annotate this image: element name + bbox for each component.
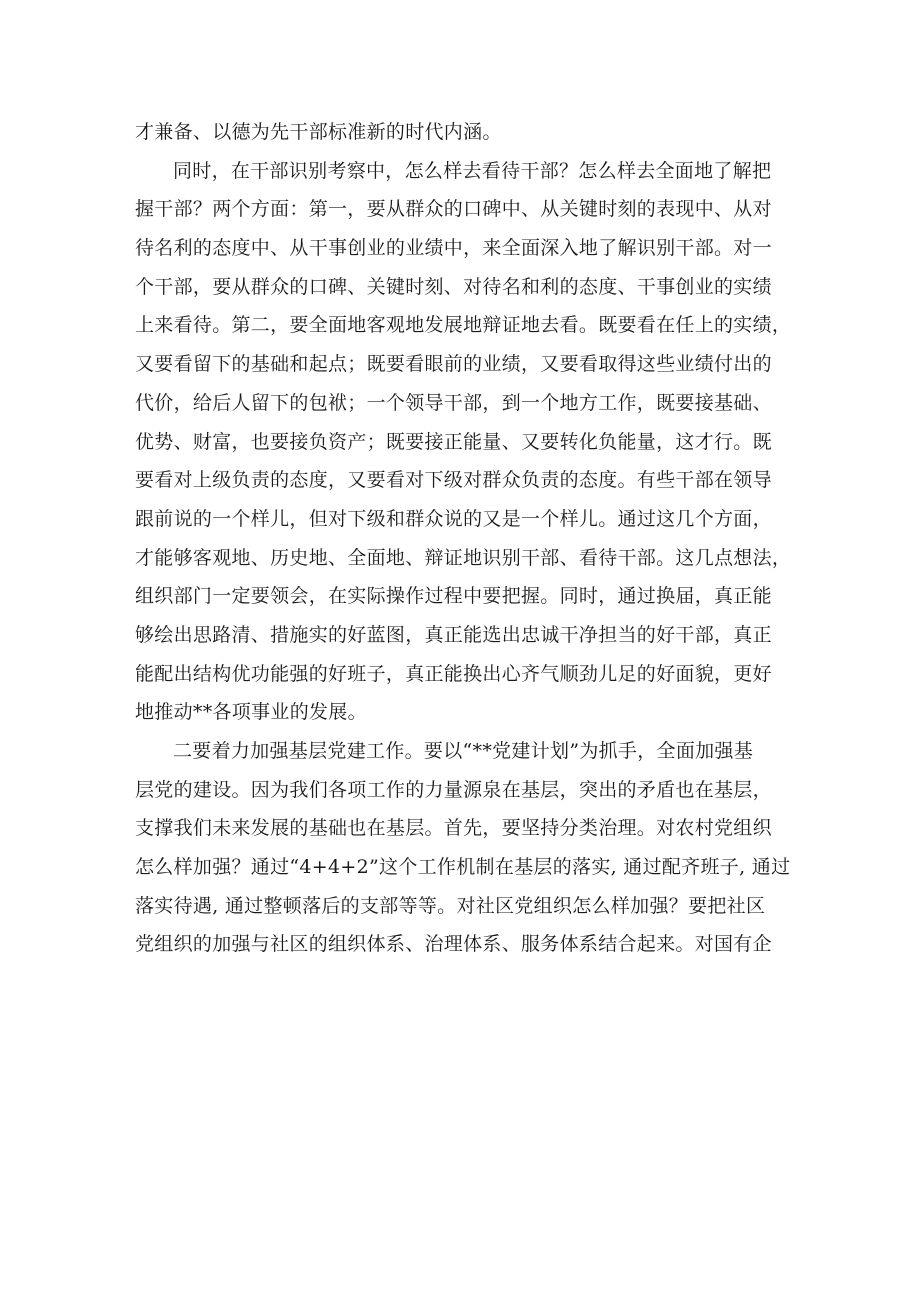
text-line: 跟前说的一个样儿，但对下级和群众说的又是一个样儿。通过这几个方面， bbox=[135, 507, 772, 530]
text-line: 组织部门一定要领会，在实际操作过程中要把握。同时，通过换届，真正能 bbox=[135, 585, 772, 608]
text-line: 要看对上级负责的态度，又要看对下级对群众负责的态度。有些干部在领导 bbox=[135, 469, 772, 492]
body-text bbox=[135, 113, 801, 964]
paragraph-first-line: 二要着力加强基层党建工作。要以“**党建计划”为抓手，全面加强基 bbox=[173, 740, 754, 762]
text-line: 代价，给后人留下的包袱；一个领导干部，到一个地方工作，既要接基础、 bbox=[135, 391, 772, 414]
text-line: 能配出结构优功能强的好班子，真正能换出心齐气顺劲儿足的好面貌，更好 bbox=[135, 662, 772, 685]
text-line: 又要看留下的基础和起点；既要看眼前的业绩，又要看取得这些业绩付出的 bbox=[135, 353, 772, 376]
text-line: 握干部？两个方面：第一，要从群众的口碑中、从关键时刻的表现中、从对 bbox=[135, 198, 772, 221]
text-line: 待名利的态度中、从干事创业的业绩中，来全面深入地了解识别干部。对一 bbox=[135, 237, 772, 260]
text-line: 层党的建设。因为我们各项工作的力量源泉在基层，突出的矛盾也在基层， bbox=[135, 778, 772, 801]
text-line: 落实待遇, 通过整顿落后的支部等等。对社区党组织怎么样加强？要把社区 bbox=[135, 894, 766, 917]
text-line: 够绘出思路清、措施实的好蓝图，真正能选出忠诚干净担当的好干部，真正 bbox=[135, 623, 772, 646]
text-line: 个干部，要从群众的口碑、关键时刻、对待名和利的态度、干事创业的实绩 bbox=[135, 275, 772, 298]
text-line: 上来看待。第二，要全面地客观地发展地辩证地去看。既要看在任上的实绩， bbox=[135, 314, 792, 337]
text-line: 怎么样加强？通过“4+4+2”这个工作机制在基层的落实, 通过配齐班子, 通过 bbox=[135, 856, 791, 879]
text-line: 才能够客观地、历史地、全面地、辩证地识别干部、看待干部。这几点想法， bbox=[135, 546, 792, 569]
text-line: 才兼备、以德为先干部标准新的时代内涵。 bbox=[135, 121, 502, 143]
text-line: 优势、财富，也要接负资产；既要接正能量、又要转化负能量，这才行。既 bbox=[135, 430, 772, 453]
text-line: 党组织的加强与社区的组织体系、治理体系、服务体系结合起来。对国有企 bbox=[135, 933, 772, 956]
text-line: 支撑我们未来发展的基础也在基层。首先，要坚持分类治理。对农村党组织 bbox=[135, 817, 772, 840]
text-line: 地推动**各项事业的发展。 bbox=[135, 701, 367, 724]
paragraph-first-line: 同时，在干部识别考察中，怎么样去看待干部？怎么样去全面地了解把 bbox=[173, 159, 772, 182]
